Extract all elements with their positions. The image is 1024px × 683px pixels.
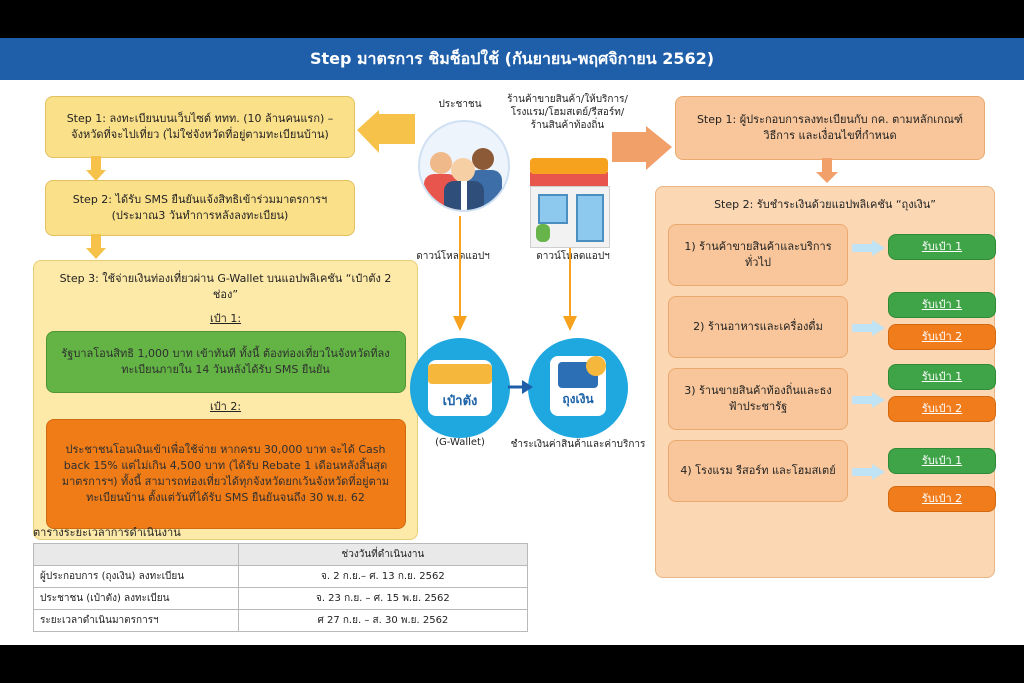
left-step3-container bbox=[33, 260, 418, 540]
arrow-right-pay bbox=[508, 376, 534, 398]
right-row-2-tag-2: รับเป๋า 2 bbox=[888, 324, 996, 350]
download-right-label: ดาวน์โหลดแอปฯ bbox=[536, 251, 610, 262]
arrow-down-people-to-wallet bbox=[450, 216, 470, 336]
arrow-right-to-step1 bbox=[612, 126, 674, 170]
table-cell-value: จ. 2 ก.ย.– ศ. 13 ก.ย. 2562 bbox=[238, 566, 527, 588]
right-row-3-text: 3) ร้านขายสินค้าท้องถิ่นและธงฟ้าประชารัฐ bbox=[684, 384, 832, 413]
shop-label: ร้านค้าขายสินค้า/ให้บริการ/โรงแรม/โฮมสเตย์/รีสอร์ท/ร้านสินค้าท้องถิ่น bbox=[507, 94, 628, 131]
arrow-right-row-2 bbox=[852, 320, 886, 336]
wallet-icon-text: เป๋าตัง bbox=[442, 394, 478, 409]
arrow-down-left-2 bbox=[85, 234, 107, 260]
slide-canvas bbox=[0, 38, 1024, 645]
right-step2-title: Step 2: รับชำระเงินด้วยแอปพลิเคชัน “ถุงเงิน” bbox=[714, 198, 936, 211]
pocket2-box bbox=[46, 419, 406, 529]
arrow-right-row-3 bbox=[852, 392, 886, 408]
right-row-2-text: 2) ร้านอาหารและเครื่องดื่ม bbox=[693, 320, 823, 334]
arrow-right-row-1 bbox=[852, 240, 886, 256]
table-cell-label: ประชาชน (เป๋าตัง) ลงทะเบียน bbox=[34, 588, 239, 610]
download-left-label: ดาวน์โหลดแอปฯ bbox=[416, 251, 490, 262]
table-header-row bbox=[34, 544, 528, 566]
timeline-table bbox=[33, 543, 528, 632]
right-row-4-tag-2: รับเป๋า 2 bbox=[888, 486, 996, 512]
pocket1-box bbox=[46, 331, 406, 393]
wallet-app-icon bbox=[410, 338, 510, 438]
right-row-4-label bbox=[668, 440, 848, 502]
left-step1-text: Step 1: ลงทะเบียนบนเว็บไซต์ ททท. (10 ล้านคนแรก) – จังหวัดที่จะไปเที่ยว (ไม่ใช่จังหวัดที่อยู่ตามทะเบียนบ้าน) bbox=[66, 112, 334, 141]
arrow-left-to-step1 bbox=[355, 110, 415, 154]
right-step1-text: Step 1: ผู้ประกอบการลงทะเบียนกับ กค. ตามหลักเกณฑ์ วิธีการ และเงื่อนไขที่กำหนด bbox=[696, 113, 964, 142]
people-avatar bbox=[418, 120, 510, 212]
right-row-2-tag-1: รับเป๋า 1 bbox=[888, 292, 996, 318]
right-row-1-tag-1: รับเป๋า 1 bbox=[888, 234, 996, 260]
thungngern-app-icon bbox=[528, 338, 628, 438]
arrow-down-right-1 bbox=[815, 158, 839, 184]
right-row-1-text: 1) ร้านค้าขายสินค้าและบริการทั่วไป bbox=[684, 240, 832, 269]
shop-illustration bbox=[530, 158, 608, 246]
table-cell-label: ผู้ประกอบการ (ถุงเงิน) ลงทะเบียน bbox=[34, 566, 239, 588]
arrow-right-row-4 bbox=[852, 464, 886, 480]
right-row-3-tag-1: รับเป๋า 1 bbox=[888, 364, 996, 390]
pocket2-text: ประชาชนโอนเงินเข้าเพื่อใช้จ่าย หากครบ 30,000 บาท จะได้ Cash back 15% แต่ไม่เกิน 4,500 บาท (ได้รับ Rebate 1 เดือนหลังสิ้นสุดมาตรการฯ) ทั้งนี้ สามารถท่องเที่ยวได้ทุกจังหวัดยกเว้นจังหวัดที่อยู่ตามทะเบียนบ้าน ตั้งแต่วันที่ได้รับ SMS ยืนยันจนถึง 30 พ.ย. 62 bbox=[61, 442, 390, 504]
pocket1-label: เป๋า 1: bbox=[209, 311, 242, 325]
people-label: ประชาชน bbox=[438, 99, 482, 110]
table-header-0 bbox=[34, 544, 239, 566]
table-cell-value: ศ 27 ก.ย. – ส. 30 พ.ย. 2562 bbox=[238, 610, 527, 632]
right-row-2-label bbox=[668, 296, 848, 358]
right-row-4-text: 4) โรงแรม รีสอร์ท และโฮมสเตย์ bbox=[680, 464, 836, 478]
table-header-1: ช่วงวันที่ดำเนินงาน bbox=[238, 544, 527, 566]
page-title: Step มาตรการ ชิมช็อปใช้ (กันยายน-พฤศจิกายน 2562) bbox=[0, 38, 1024, 80]
arrow-down-left-1 bbox=[85, 156, 107, 182]
wallet-caption: (G-Wallet) bbox=[435, 437, 485, 448]
table-title: ตารางระยะเวลาการดำเนินงาน bbox=[33, 526, 181, 539]
left-step1-box bbox=[45, 96, 355, 158]
table-cell-label: ระยะเวลาดำเนินมาตรการฯ bbox=[34, 610, 239, 632]
right-row-4-tag-1: รับเป๋า 1 bbox=[888, 448, 996, 474]
table-row bbox=[34, 566, 528, 588]
right-row-1-label bbox=[668, 224, 848, 286]
table-row bbox=[34, 588, 528, 610]
right-row-3-label bbox=[668, 368, 848, 430]
right-step1-box bbox=[675, 96, 985, 160]
left-step2-box bbox=[45, 180, 355, 236]
left-step3-title: Step 3: ใช้จ่ายเงินท่องเที่ยวผ่าน G-Wallet บนแอปพลิเคชัน “เป๋าตัง 2 ช่อง” bbox=[59, 272, 392, 301]
table-cell-value: จ. 23 ก.ย. – ศ. 15 พ.ย. 2562 bbox=[238, 588, 527, 610]
thungngern-icon-text: ถุงเงิน bbox=[562, 392, 594, 406]
pocket2-label: เป๋า 2: bbox=[209, 399, 242, 413]
pay-caption: ชำระเงินค่าสินค้าและค่าบริการ bbox=[510, 439, 646, 450]
left-step2-text: Step 2: ได้รับ SMS ยืนยันแจ้งสิทธิเข้าร่วมมาตรการฯ (ประมาณ3 วันทำการหลังลงทะเบียน) bbox=[72, 193, 328, 222]
right-row-3-tag-2: รับเป๋า 2 bbox=[888, 396, 996, 422]
arrow-down-shop-to-thungngern bbox=[560, 248, 580, 338]
pocket1-text: รัฐบาลโอนสิทธิ 1,000 บาท เข้าทันที ทั้งนี้ ต้องท่องเที่ยวในจังหวัดที่ลงทะเบียนภายใน 14 วันหลังได้รับ SMS ยืนยัน bbox=[61, 346, 390, 376]
table-row bbox=[34, 610, 528, 632]
